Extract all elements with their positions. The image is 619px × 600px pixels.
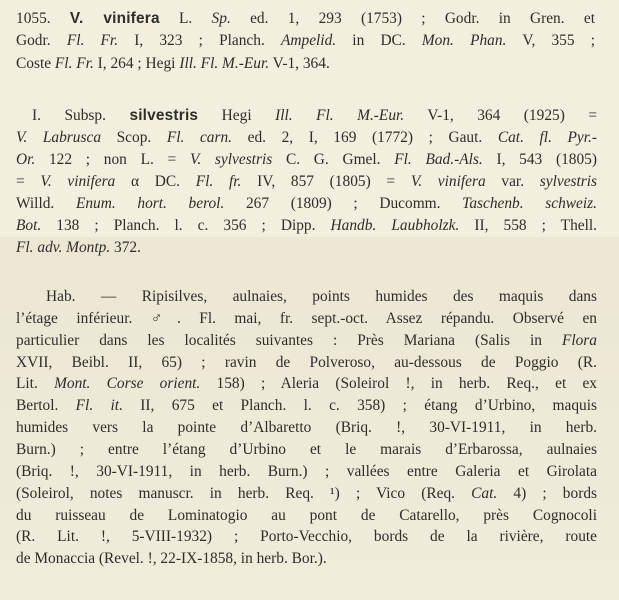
text-run: Fl. adv. Montp. — [16, 239, 111, 256]
text-run: ed. 1, 293 (1753) ; Godr. in Gren. et — [230, 10, 595, 27]
text-run: Willd. — [16, 195, 76, 212]
habitat-line — [0, 461, 619, 482]
text-run: Cat. fl. Pyr.- — [497, 129, 598, 146]
habitat-line — [0, 395, 619, 416]
habitat-line — [0, 373, 619, 394]
text-run: IV, 857 (1805) = — [241, 173, 411, 190]
habitat-line — [0, 330, 619, 351]
habitat-line — [0, 352, 619, 373]
text-run: Burn.) ; entre l’étang d’Urbino et le marais d’Erbarossa, aulnaies — [16, 440, 597, 458]
text-run: 372. — [110, 239, 141, 256]
habitat-line — [0, 417, 619, 438]
text-run: 267 (1809) ; Ducomm. — [224, 195, 463, 212]
text-run: Hegi — [198, 107, 276, 124]
text-run: I, 264 ; Hegi — [93, 54, 180, 72]
entry-line — [0, 8, 619, 29]
text-run: V-1, 364 (1925) = — [404, 107, 598, 124]
text-run: V. sylvestris — [189, 151, 273, 168]
text-run: Fl. fr. — [195, 173, 242, 190]
text-run: 122 ; non L. = — [35, 151, 190, 168]
text-run: α DC. — [115, 173, 196, 190]
text-run: Fl. it. — [75, 397, 123, 415]
subspecies-line — [0, 171, 619, 192]
text-run: silvestris — [129, 107, 199, 124]
text-run: Ampelid. — [280, 32, 337, 50]
text-run: Fl. Fr. — [66, 32, 119, 50]
habitat-line — [0, 286, 619, 307]
text-run: 1055. — [16, 10, 70, 27]
text-run: XVII, Beibl. II, 65) ; ravin de Polveroso, au-dessous de Poggio (R. — [16, 353, 597, 371]
text-run: V. vinifera — [40, 173, 116, 190]
text-run: V. vinifera — [69, 10, 160, 27]
text-run: (R. Lit. !, 5-VIII-1932) ; Porto-Vecchio, bords de la rivière, route — [16, 528, 597, 546]
text-run: ed. 2, I, 169 (1772) ; Gaut. — [232, 129, 498, 146]
subspecies-line — [0, 237, 619, 258]
text-run: Mon. Phan. — [421, 32, 507, 50]
text-run: I, 543 (1805) — [482, 151, 597, 168]
text-run: II, 675 et Planch. l. c. 358) ; étang d’Urbino, maquis — [122, 397, 597, 415]
text-run: 138 ; Planch. l. c. 356 ; Dipp. — [41, 217, 331, 234]
text-run: Bertol. — [16, 397, 76, 415]
subspecies-line — [0, 105, 619, 126]
text-run: var. — [485, 173, 540, 190]
habitat-line — [0, 439, 619, 460]
text-run: particulier dans les localités suivantes : Près Mariana (Salis in — [16, 331, 562, 349]
subspecies-line — [0, 193, 619, 214]
text-run: 4) ; bords — [497, 484, 598, 502]
entry-line — [0, 53, 619, 74]
text-run: I, 323 ; Planch. — [118, 32, 281, 50]
subspecies-line — [0, 149, 619, 170]
habitat-line — [0, 548, 619, 569]
text-run: Lit. — [16, 375, 55, 393]
habitat-line — [0, 483, 619, 504]
text-run: C. G. Gmel. — [272, 151, 395, 168]
subspecies-line — [0, 215, 619, 236]
text-run: Bot. — [16, 217, 42, 234]
text-run: V. Labrusca — [16, 129, 102, 146]
text-run: Handb. Laubholzk. — [330, 217, 460, 234]
text-run: V, 355 ; — [506, 32, 596, 50]
text-run: Ill. Fl. M.-Eur. — [275, 107, 405, 124]
subspecies-line — [0, 127, 619, 148]
text-run: Fl. Bad.-Als. — [394, 151, 483, 168]
text-run: V-1, 364. — [269, 54, 330, 72]
text-run: de Monaccia (Revel. !, 22-IX-1858, in herb. Bor.). — [16, 550, 327, 568]
text-run: Hab. — Ripisilves, aulnaies, points humides des maquis dans — [46, 288, 597, 305]
text-run: (Briq. !, 30-VI-1911, in herb. Burn.) ; vallées entre Galeria et Girolata — [16, 462, 597, 480]
text-run: humides vers la pointe d’Albaretto (Briq. !, 30-VI-1911, in herb. — [16, 419, 597, 437]
habitat-line — [0, 308, 619, 329]
text-run: sylvestris — [539, 173, 598, 190]
text-run: l’étage inférieur. ♂. Fl. mai, fr. sept.-oct. Assez répandu. Observé en — [16, 309, 597, 327]
text-run: 158) ; Aleria (Soleirol !, in herb. Req., et ex — [200, 375, 597, 393]
text-run: = — [16, 173, 41, 190]
text-run: L. — [159, 10, 212, 27]
text-run: Taschenb. schweiz. — [462, 195, 597, 212]
text-run: Enum. hort. berol. — [75, 195, 225, 212]
text-run: I. Subsp. — [32, 107, 130, 124]
text-run: in DC. — [336, 32, 422, 50]
text-run: Ill. Fl. M.-Eur. — [179, 54, 270, 72]
text-run: II, 558 ; Thell. — [459, 217, 597, 234]
text-run: Cat. — [471, 484, 498, 502]
habitat-line — [0, 505, 619, 526]
entry-line — [0, 30, 619, 51]
text-run: Scop. — [101, 129, 167, 146]
text-run: Fl. Fr. — [54, 54, 94, 72]
text-run: Sp. — [211, 10, 231, 27]
text-run: Or. — [16, 151, 36, 168]
text-run: Fl. carn. — [166, 129, 233, 146]
text-run: V. vinifera — [410, 173, 486, 190]
text-run: Godr. — [16, 32, 67, 50]
text-run: (Soleirol, notes manuscr. in herb. Req. ¹) ; Vico (Req. — [16, 484, 472, 502]
text-run: Mont. Corse orient. — [54, 375, 201, 393]
text-run: du ruisseau de Lominatogio au pont de Catarello, près Cognocoli — [16, 506, 597, 524]
habitat-line — [0, 526, 619, 547]
text-run: Flora — [561, 331, 597, 349]
text-run: Coste — [16, 54, 55, 72]
